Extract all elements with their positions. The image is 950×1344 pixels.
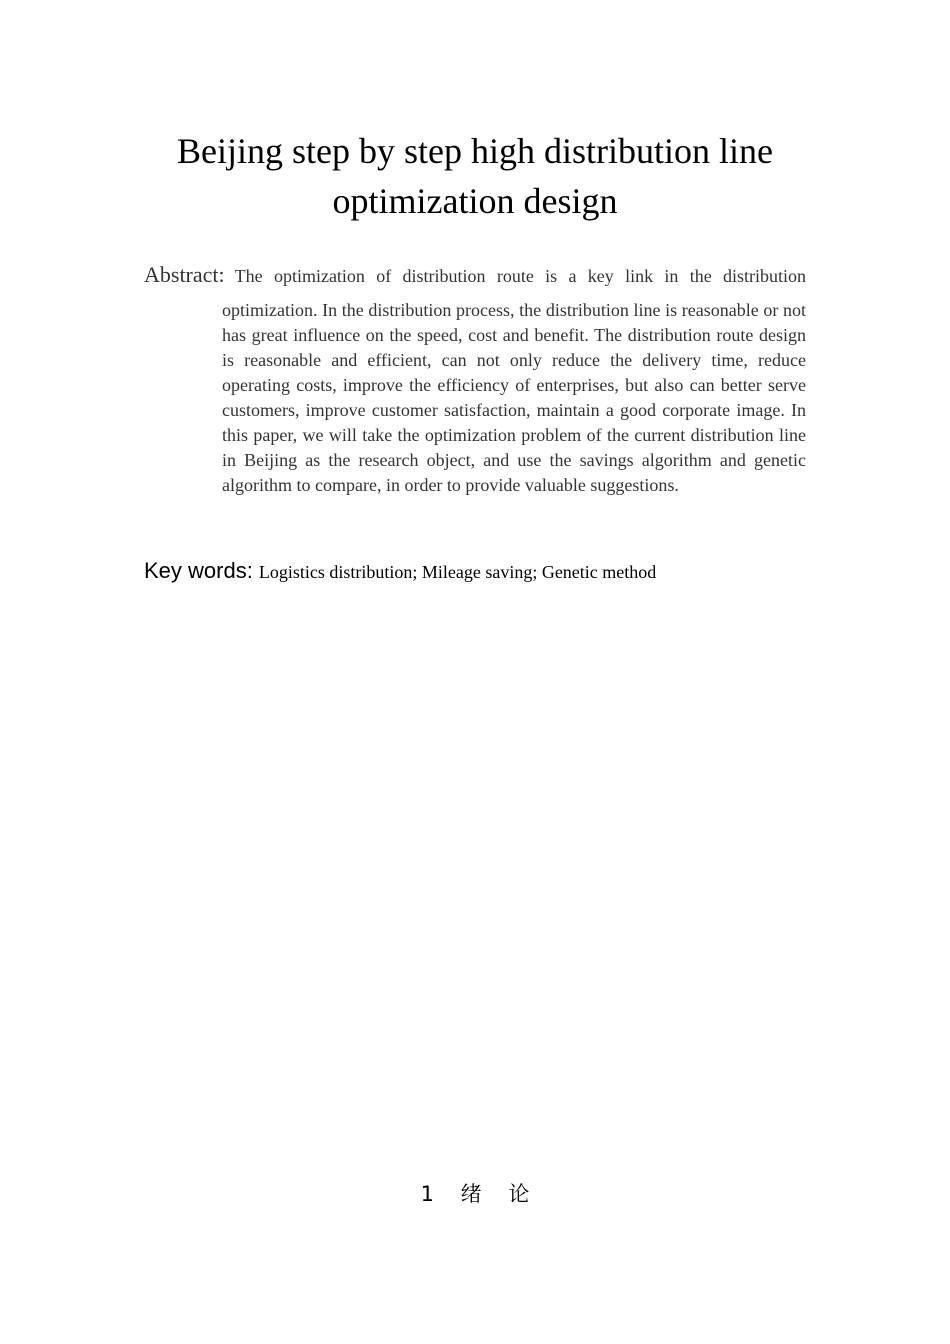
keywords-value: Logistics distribution; Mileage saving; Genetic method xyxy=(258,562,657,582)
abstract-text-first-line: The optimization of distribution route is a key link in the distribution xyxy=(234,266,806,286)
keywords-line xyxy=(144,555,844,588)
abstract-colon: : xyxy=(218,262,225,287)
section-heading: 1 绪 论 xyxy=(420,1182,530,1206)
abstract-label: Abstract xyxy=(144,262,219,287)
keywords-label: Key words xyxy=(144,558,247,583)
keywords-colon: : xyxy=(246,558,253,583)
abstract-body: optimization. In the distribution process, the distribution line is reasonable or not has great influence on the speed, cost and benefit. The distribution route design is reasonable and efficient, can not only reduce the delivery time, reduce operating costs, improve the efficiency of enterprises, but also can better serve customers, improve customer satisfaction, maintain a good corporate image. In this paper, we will take the optimization problem of the current distribution line in Beijing as the research object, and use the savings algorithm and genetic algorithm to compare, in order to provide valuable suggestions. xyxy=(222,300,806,495)
abstract-first-line xyxy=(144,258,806,292)
document-title: Beijing step by step high distribution line optimization design xyxy=(177,131,773,221)
